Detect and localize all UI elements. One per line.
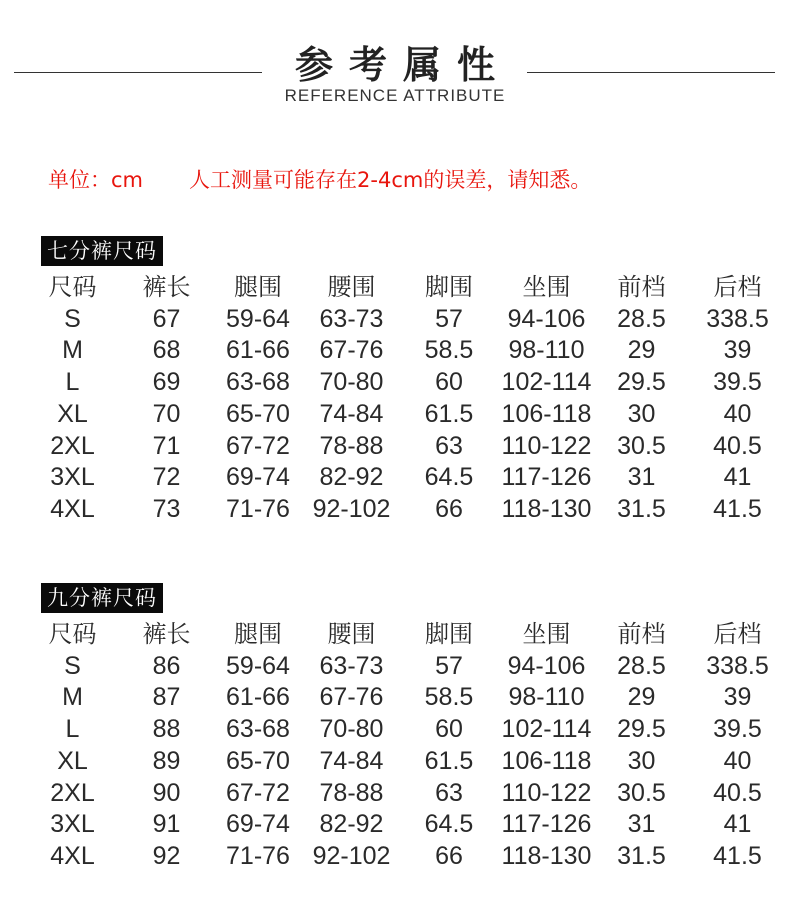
measurement-cell: 29 [627,683,656,712]
section-label: 七分裤尺码 [41,236,163,266]
measurement-cell: 67 [152,304,181,333]
measurement-cell: 40.5 [713,778,762,807]
measurement-disclaimer: 人工测量可能存在2-4cm的误差，请知悉。 [189,168,592,192]
measurement-cell: 106-118 [501,746,592,775]
measurement-cell: 338.5 [706,304,769,333]
measurement-cell: 63 [435,431,463,460]
size-cell: XL [57,746,88,775]
measurement-cell: 30.5 [617,778,666,807]
measurement-cell: 65-70 [226,746,290,775]
measurement-cell: 28.5 [617,304,666,333]
measurement-cell: 57 [435,304,463,333]
measurement-cell: 98-110 [508,683,585,712]
measurement-cell: 69-74 [226,463,290,492]
measurement-cell: 30 [627,399,656,428]
measurement-cell: 64.5 [424,463,474,492]
measurement-cell: 63-68 [226,368,290,397]
measurement-cell: 117-126 [501,463,592,492]
measurement-cell: 89 [152,746,181,775]
size-cell: M [62,683,83,712]
table-row [26,335,788,367]
size-cell: XL [57,399,88,428]
measurement-cell: 31 [627,463,656,492]
measurement-cell: 40 [723,746,752,775]
measurement-cell: 66 [435,494,463,523]
measurement-cell: 98-110 [508,336,585,365]
measurement-cell: 40 [723,399,752,428]
column-header: 坐围 [522,273,571,301]
measurement-cell: 102-114 [501,368,592,397]
measurement-cell: 110-122 [501,431,592,460]
measurement-cell: 74-84 [319,746,384,775]
measurement-cell: 41 [723,810,752,839]
table-row [26,399,788,431]
measurement-cell: 39 [723,683,752,712]
table-row [26,367,788,399]
table-header-row [26,619,788,651]
measurement-cell: 87 [152,683,181,712]
measurement-cell: 72 [152,463,181,492]
measurement-cell: 71-76 [226,841,290,870]
measurement-cell: 86 [152,651,181,680]
measurement-cell: 118-130 [501,841,592,870]
measurement-cell: 60 [435,715,463,744]
size-cell: L [65,368,80,397]
measurement-cell: 61-66 [226,336,290,365]
table-row [26,714,788,746]
measurement-cell: 338.5 [706,651,769,680]
measurement-cell: 67-76 [319,683,384,712]
measurement-note [48,164,780,194]
page-title: 参考属性 [294,43,511,87]
measurement-cell: 28.5 [617,651,666,680]
measurement-cell: 64.5 [424,810,474,839]
measurement-cell: 70-80 [319,368,384,397]
measurement-cell: 82-92 [319,463,384,492]
measurement-cell: 74-84 [319,399,384,428]
measurement-cell: 29.5 [617,368,666,397]
measurement-cell: 71-76 [226,494,290,523]
table-row [26,809,788,841]
table-row [26,682,788,714]
column-header: 腰围 [327,620,376,648]
column-header: 尺码 [48,273,97,301]
measurement-cell: 63-73 [319,304,384,333]
column-header: 腰围 [327,273,376,301]
measurement-cell: 61.5 [424,399,474,428]
measurement-cell: 67-76 [319,336,384,365]
measurement-cell: 63-73 [319,651,384,680]
measurement-cell: 61.5 [424,746,474,775]
measurement-cell: 70-80 [319,715,384,744]
measurement-cell: 39.5 [713,715,762,744]
measurement-cell: 63 [435,778,463,807]
measurement-cell: 67-72 [226,778,290,807]
size-cell: S [64,651,81,680]
measurement-cell: 41.5 [713,841,762,870]
measurement-cell: 63-68 [226,715,290,744]
measurement-cell: 92-102 [312,841,391,870]
measurement-cell: 91 [152,810,181,839]
measurement-cell: 31.5 [617,841,666,870]
size-table [26,619,788,873]
table-row [26,431,788,463]
column-header: 裤长 [142,620,191,648]
measurement-cell: 30.5 [617,431,666,460]
size-cell: 2XL [50,431,95,460]
measurement-cell: 110-122 [501,778,592,807]
measurement-cell: 118-130 [501,494,592,523]
column-header: 裤长 [142,273,191,301]
measurement-cell: 82-92 [319,810,384,839]
measurement-cell: 94-106 [507,304,586,333]
measurement-cell: 66 [435,841,463,870]
measurement-cell: 60 [435,368,463,397]
measurement-cell: 41 [723,463,752,492]
column-header: 腿围 [234,273,282,301]
measurement-cell: 71 [152,431,181,460]
column-header: 前档 [617,273,666,301]
measurement-cell: 59-64 [226,304,290,333]
measurement-cell: 88 [152,715,181,744]
section-label: 九分裤尺码 [41,583,163,613]
size-cell: L [65,715,80,744]
measurement-cell: 31 [627,810,656,839]
column-header: 前档 [617,620,666,648]
measurement-cell: 30 [627,746,656,775]
measurement-cell: 31.5 [617,494,666,523]
measurement-cell: 39 [723,336,752,365]
measurement-cell: 39.5 [713,368,762,397]
measurement-cell: 29 [627,336,656,365]
measurement-cell: 59-64 [226,651,290,680]
measurement-cell: 92 [152,841,181,870]
size-cell: 4XL [50,494,95,523]
page-subtitle: REFERENCE ATTRIBUTE [284,86,506,105]
measurement-cell: 58.5 [424,683,474,712]
size-cell: 3XL [50,463,95,492]
measurement-cell: 90 [152,778,181,807]
measurement-cell: 58.5 [424,336,474,365]
measurement-cell: 73 [152,494,181,523]
table-row [26,841,788,873]
column-header: 尺码 [48,620,97,648]
measurement-cell: 106-118 [501,399,592,428]
column-header: 脚围 [425,620,473,648]
measurement-cell: 57 [435,651,463,680]
table-header-row [26,272,788,304]
measurement-cell: 102-114 [501,715,592,744]
measurement-cell: 78-88 [319,778,384,807]
column-header: 后档 [713,620,762,648]
size-cell: 4XL [50,841,95,870]
measurement-cell: 70 [152,399,181,428]
size-table [26,272,788,526]
measurement-cell: 65-70 [226,399,290,428]
size-cell: M [62,336,83,365]
measurement-cell: 78-88 [319,431,384,460]
measurement-cell: 68 [152,336,181,365]
table-row [26,494,788,526]
size-cell: S [64,304,81,333]
unit-label: 单位：cm [48,168,144,192]
size-cell: 2XL [50,778,95,807]
column-header: 腿围 [234,620,282,648]
measurement-cell: 94-106 [507,651,586,680]
measurement-cell: 69-74 [226,810,290,839]
measurement-cell: 41.5 [713,494,762,523]
measurement-cell: 117-126 [501,810,592,839]
column-header: 脚围 [425,273,473,301]
measurement-cell: 29.5 [617,715,666,744]
measurement-cell: 61-66 [226,683,290,712]
measurement-cell: 40.5 [713,431,762,460]
measurement-cell: 92-102 [312,494,391,523]
table-row [26,304,788,336]
table-row [26,462,788,494]
column-header: 后档 [713,273,762,301]
column-header: 坐围 [522,620,571,648]
size-cell: 3XL [50,810,95,839]
measurement-cell: 69 [152,368,181,397]
measurement-cell: 67-72 [226,431,290,460]
table-row [26,651,788,683]
table-row [26,746,788,778]
table-row [26,778,788,810]
